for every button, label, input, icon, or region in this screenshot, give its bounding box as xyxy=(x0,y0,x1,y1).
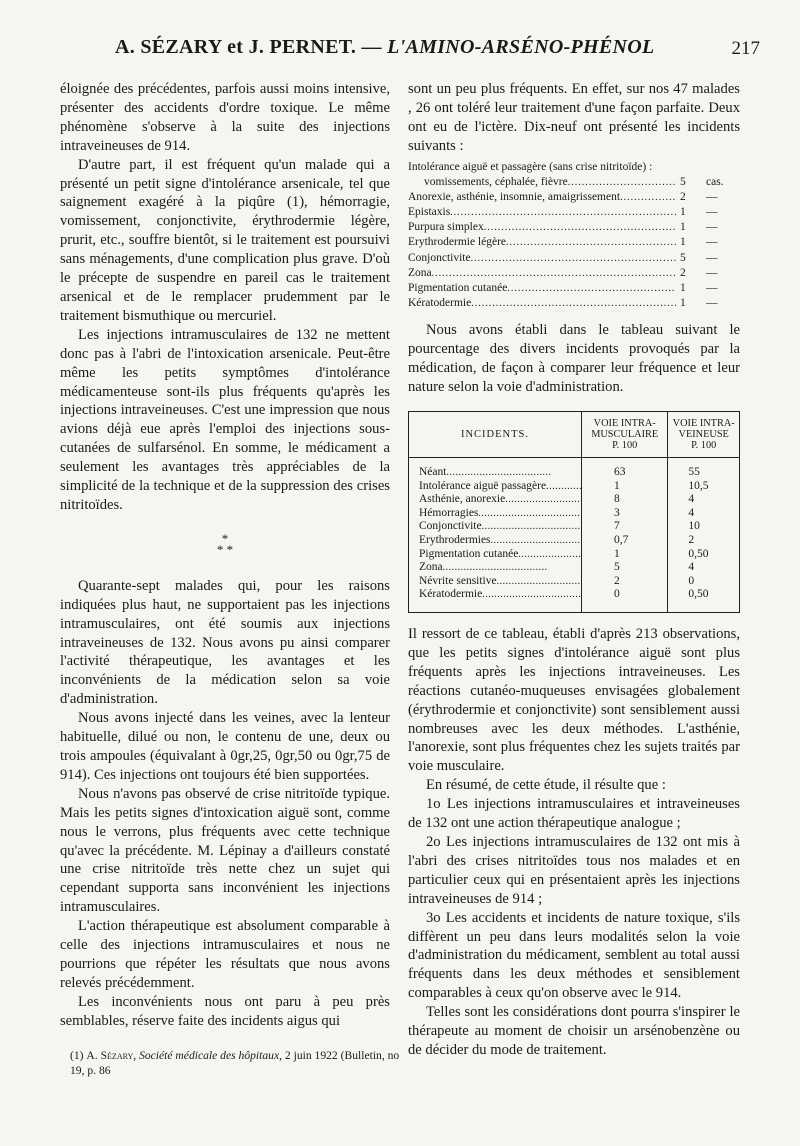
conclusion-2: 2o Les injections intramusculaires de 132 ont mis à l'abri des crises nitritoïdes tous nos malades et en particulier ceux qui en présentaient après les injections intraveineuses de 914 ; xyxy=(408,833,740,907)
table-cell-intravenous: 55 xyxy=(688,466,700,479)
left-column xyxy=(60,80,390,1031)
conclusion-3: 3o Les accidents et incidents de nature toxique, s'ils diffèrent un peu dans leurs modalités selon la voie d'administration du médicament, semblent au total aussi fréquents dans les deux méthodes et sensiblement comparables à ceux qu'on observe avec le 914. xyxy=(408,909,740,1002)
incident-name: Intolérance aiguë passagère ..... xyxy=(419,480,582,492)
conclusions xyxy=(408,795,740,1003)
footnote-marker: (1) xyxy=(70,1049,87,1062)
incident-unit: cas. xyxy=(706,175,724,188)
incident-label: vomissements, céphalée, fièvre xyxy=(424,175,568,188)
table-cell-intravenous: 4 xyxy=(688,493,695,506)
paragraph: Nous avons injecté dans les veines, avec la lenteur habituelle, dilué ou non, le contenu de une, deux ou trois ampoules (équivalant à 0gr,25, 0gr,50 ou 0gr,75 de 914). Ces injections ont toujours été bien supportées. xyxy=(60,710,390,783)
table-cell-incident xyxy=(409,480,582,494)
table-cell-intravenous: 10 xyxy=(688,520,700,533)
list-item xyxy=(408,175,740,190)
paragraph: Les inconvénients nous ont paru à peu près semblables, réserve faite des incidents aigus qui xyxy=(60,993,390,1029)
leader-dots xyxy=(568,175,676,190)
table-cell-incident xyxy=(409,458,582,480)
footnote-rest: , 2 juin 1922 (Bulletin, no 19, p. 86 xyxy=(70,1049,400,1077)
incident-unit: — xyxy=(706,236,718,249)
table-cell-intramuscular: 0,7 xyxy=(582,534,668,548)
table-header-intramuscular xyxy=(582,412,668,458)
table-row xyxy=(409,493,740,507)
incident-label: Kératodermie xyxy=(408,297,472,310)
paragraph: Il ressort de ce tableau, établi d'après 213 observations, que les petits signes d'intolérance aiguë sont plus fréquents après les injections intraveineuses. Les réactions cutanéo-muqueuses envisagées globalement (érythrodermie et conjonctivite) sont sensiblement aussi nombreuses avec les deux méthodes. L'asthénie, l'anorexie, sont plus fréquentes chez les sujets traités par voie musculaire. xyxy=(408,626,740,775)
header-line: VOIE INTRA- xyxy=(672,418,735,430)
table-row xyxy=(409,520,740,534)
incident-name: Zona ..... xyxy=(419,561,548,573)
leader-dots xyxy=(432,266,676,281)
list-item xyxy=(408,296,740,311)
table-cell-incident xyxy=(409,548,582,562)
table-cell-intramuscular: 8 xyxy=(582,493,668,507)
incident-unit: — xyxy=(706,282,718,295)
incident-name: Néant ..... xyxy=(419,466,551,478)
table-header-row xyxy=(409,412,740,458)
running-title-subject: L'AMINO-ARSÉNO-PHÉNOL xyxy=(387,36,655,58)
separator-stars-bottom: * * xyxy=(216,541,234,557)
list-item xyxy=(408,235,740,250)
separator-star-top: * xyxy=(221,530,229,546)
paragraph: Nous n'avons pas observé de crise nitritoïde typique. Mais les petits signes d'intoxication aiguë sont, comme nous le verrons, plus fréquents avec cette technique qu'avec la précédente. M. Lépinay a d'ailleurs constaté une crise nitritoïde très nette chez un sujet qui cependant supporta sans inconvénient les injections intramusculaires. xyxy=(60,785,390,916)
incident-name: Pigmentation cutanée ..... xyxy=(419,548,582,560)
incident-label: Erythrodermie légère xyxy=(408,236,507,249)
table-cell-incident xyxy=(409,493,582,507)
incident-unit: — xyxy=(706,221,718,234)
incident-label: Zona xyxy=(408,266,432,279)
header-line: P. 100 xyxy=(612,440,638,452)
table-cell-intramuscular: 1 xyxy=(582,480,668,494)
paragraph: éloignée des précédentes, parfois aussi moins intensive, présenter des accidents d'ordre toxique. Le même phénomène s'observe à la suite des injections intraveineuses de 914. xyxy=(60,81,390,154)
incident-count: 1 xyxy=(680,282,686,295)
table-row xyxy=(409,534,740,548)
incident-label: Epistaxis xyxy=(408,206,451,219)
table-row xyxy=(409,507,740,521)
leader-dots xyxy=(620,190,676,205)
table-cell-incident xyxy=(409,561,582,575)
incident-count: 5 xyxy=(680,175,686,188)
paragraph: Les injections intramusculaires de 132 ne mettent donc pas à l'abri de l'intoxication arsenicale. Peut-être même les petits symptômes d'intolérance médicamenteuse sont-ils plus fréquents qu'après les injections intraveineuses. C'est une impression que nous avions déjà eue après l'emploi des injections sous-cutanées de sulfarsénol. En somme, le médicament a seulement les avantages très appréciables de la simplicité de la technique et de la suppression des crises nitritoïdes. xyxy=(60,326,390,513)
incident-list xyxy=(408,175,740,312)
list-item xyxy=(408,190,740,205)
running-title xyxy=(115,36,655,59)
table-row xyxy=(409,575,740,589)
incident-count: 2 xyxy=(680,266,686,279)
paragraph: L'action thérapeutique est absolument comparable à celle des injections intramusculaires et nous ne pourrions que répéter les résultats que nous avons relevés précédemment. xyxy=(60,918,390,991)
incident-count: 2 xyxy=(680,190,686,203)
table-cell-incident xyxy=(409,520,582,534)
incident-count: 1 xyxy=(680,221,686,234)
table-cell-intramuscular: 3 xyxy=(582,507,668,521)
paragraph: Telles sont les considérations dont pourra s'inspirer le thérapeute au moment de choisir un arsénobenzène ou de décider du mode de traitement. xyxy=(408,1004,740,1058)
table-cell-incident xyxy=(409,575,582,589)
table-cell-intravenous: 2 xyxy=(688,534,695,547)
paragraph: Nous avons établi dans le tableau suivant le pourcentage des divers incidents provoqués par la médication, de façon à comparer leur fréquence et leur nature selon la voie d'administration. xyxy=(408,322,740,396)
conclusion-1: 1o Les injections intramusculaires et intraveineuses de 132 ont une action thérapeutique analogue ; xyxy=(408,796,740,832)
paragraph: D'autre part, il est fréquent qu'un malade qui a présenté un petit signe d'intolérance arsenicale, tel que saignement exagéré à la piqûre (1), hémorragie, vomissement, conjonctivite, érythrodermie légère, prurit, etc., souffre bientôt, si le traitement est poursuivi sans ménagements, d'une complication plus grave. D'où le précepte de suspendre en pareil cas le traitement arsenical et de le remplacer prudemment par le traitement bismuthique ou mercuriel. xyxy=(60,156,390,324)
table-header-incidents: INCIDENTS. xyxy=(409,412,582,458)
incident-name: Conjonctivite ..... xyxy=(419,520,582,532)
leader-dots xyxy=(471,251,676,266)
header-line: VEINEUSE xyxy=(678,429,729,441)
incident-name: Hémorragies ..... xyxy=(419,507,582,519)
incident-count: 1 xyxy=(680,236,686,249)
incidents-table xyxy=(408,411,740,613)
incident-unit: — xyxy=(706,190,718,203)
incident-name: Névrite sensitive ..... xyxy=(419,575,582,587)
table-header-intravenous xyxy=(668,412,740,458)
running-title-authors: A. SÉZARY et J. PERNET. xyxy=(115,36,357,58)
incident-unit: — xyxy=(706,251,718,264)
table-cell-intravenous: 4 xyxy=(688,506,695,519)
right-column xyxy=(408,80,740,1060)
running-header xyxy=(70,36,760,66)
table-row xyxy=(409,480,740,494)
incident-unit: — xyxy=(706,297,718,310)
page-number: 217 xyxy=(731,38,760,59)
list-item xyxy=(408,281,740,296)
table-row xyxy=(409,548,740,562)
paragraph: En résumé, de cette étude, il résulte que : xyxy=(426,777,666,794)
table-row xyxy=(409,588,740,612)
leader-dots xyxy=(450,205,676,220)
incident-list-heading: Intolérance aiguë et passagère (sans crise nitritoïde) : xyxy=(408,160,653,173)
incident-unit: — xyxy=(706,266,718,279)
incident-label: Purpura simplex xyxy=(408,221,484,234)
table-cell-intravenous: 0,50 xyxy=(688,588,709,601)
incident-name: Kératodermie ..... xyxy=(419,588,582,600)
leader-dots xyxy=(506,235,676,250)
table-cell-intramuscular: 5 xyxy=(582,561,668,575)
list-item xyxy=(408,220,740,235)
table-row xyxy=(409,561,740,575)
leader-dots xyxy=(471,296,676,311)
header-line: VOIE INTRA- xyxy=(593,418,656,430)
paragraph: Quarante-sept malades qui, pour les raisons indiquées plus haut, ne supportaient pas les injections intramusculaires, ont été soumis aux injections intraveineuses de 132. Nous avons pu ainsi comparer l'activité thérapeutique, les avantages et les inconvénients de la médication selon sa voie d'administration. xyxy=(60,577,390,708)
table-cell-incident xyxy=(409,588,582,612)
incident-count: 1 xyxy=(680,297,686,310)
incident-name: Erythrodermies ..... xyxy=(419,534,582,546)
table-cell-intramuscular: 0 xyxy=(582,588,668,612)
list-item xyxy=(408,251,740,266)
table-row xyxy=(409,458,740,480)
table-cell-intramuscular: 1 xyxy=(582,548,668,562)
incident-label: Conjonctivite xyxy=(408,251,471,264)
incident-label: Pigmentation cutanée xyxy=(408,282,508,295)
running-title-dash: — xyxy=(356,36,388,58)
incident-name: Asthénie, anorexie ..... xyxy=(419,493,582,505)
table-body xyxy=(409,458,740,613)
table-cell-intravenous: 0 xyxy=(688,574,695,587)
paragraph: sont un peu plus fréquents. En effet, sur nos 47 malades , 26 ont toléré leur traitement d'une façon parfaite. Deux ont eu de l'ictère. Dix-neuf ont présenté les incidents suivants : xyxy=(408,81,740,154)
section-separator xyxy=(60,530,390,557)
header-line: MUSCULAIRE xyxy=(591,429,659,441)
table-cell-intravenous: 4 xyxy=(688,561,695,574)
table-cell-intramuscular: 7 xyxy=(582,520,668,534)
incident-unit: — xyxy=(706,206,718,219)
table-cell-intramuscular: 63 xyxy=(582,458,668,480)
list-item xyxy=(408,266,740,281)
incident-count: 5 xyxy=(680,251,686,264)
table-cell-incident xyxy=(409,507,582,521)
table-cell-incident xyxy=(409,534,582,548)
incident-count: 1 xyxy=(680,206,686,219)
footnote: (1) A. Sézary, Société médicale des hôpitaux, 2 juin 1922 (Bulletin, no 19, p. 86 xyxy=(70,1049,400,1077)
table-cell-intravenous: 10,5 xyxy=(688,479,709,492)
footnote-author: A. Sézary xyxy=(86,1049,134,1062)
incident-label: Anorexie, asthénie, insomnie, amaigrissement xyxy=(408,190,621,203)
table-cell-intramuscular: 2 xyxy=(582,575,668,589)
table-cell-intravenous: 0,50 xyxy=(688,547,709,560)
leader-dots xyxy=(507,281,676,296)
leader-dots xyxy=(484,220,676,235)
header-line: P. 100 xyxy=(691,440,717,452)
footnote-journal: Société médicale des hôpitaux xyxy=(139,1049,280,1062)
list-item xyxy=(408,205,740,220)
